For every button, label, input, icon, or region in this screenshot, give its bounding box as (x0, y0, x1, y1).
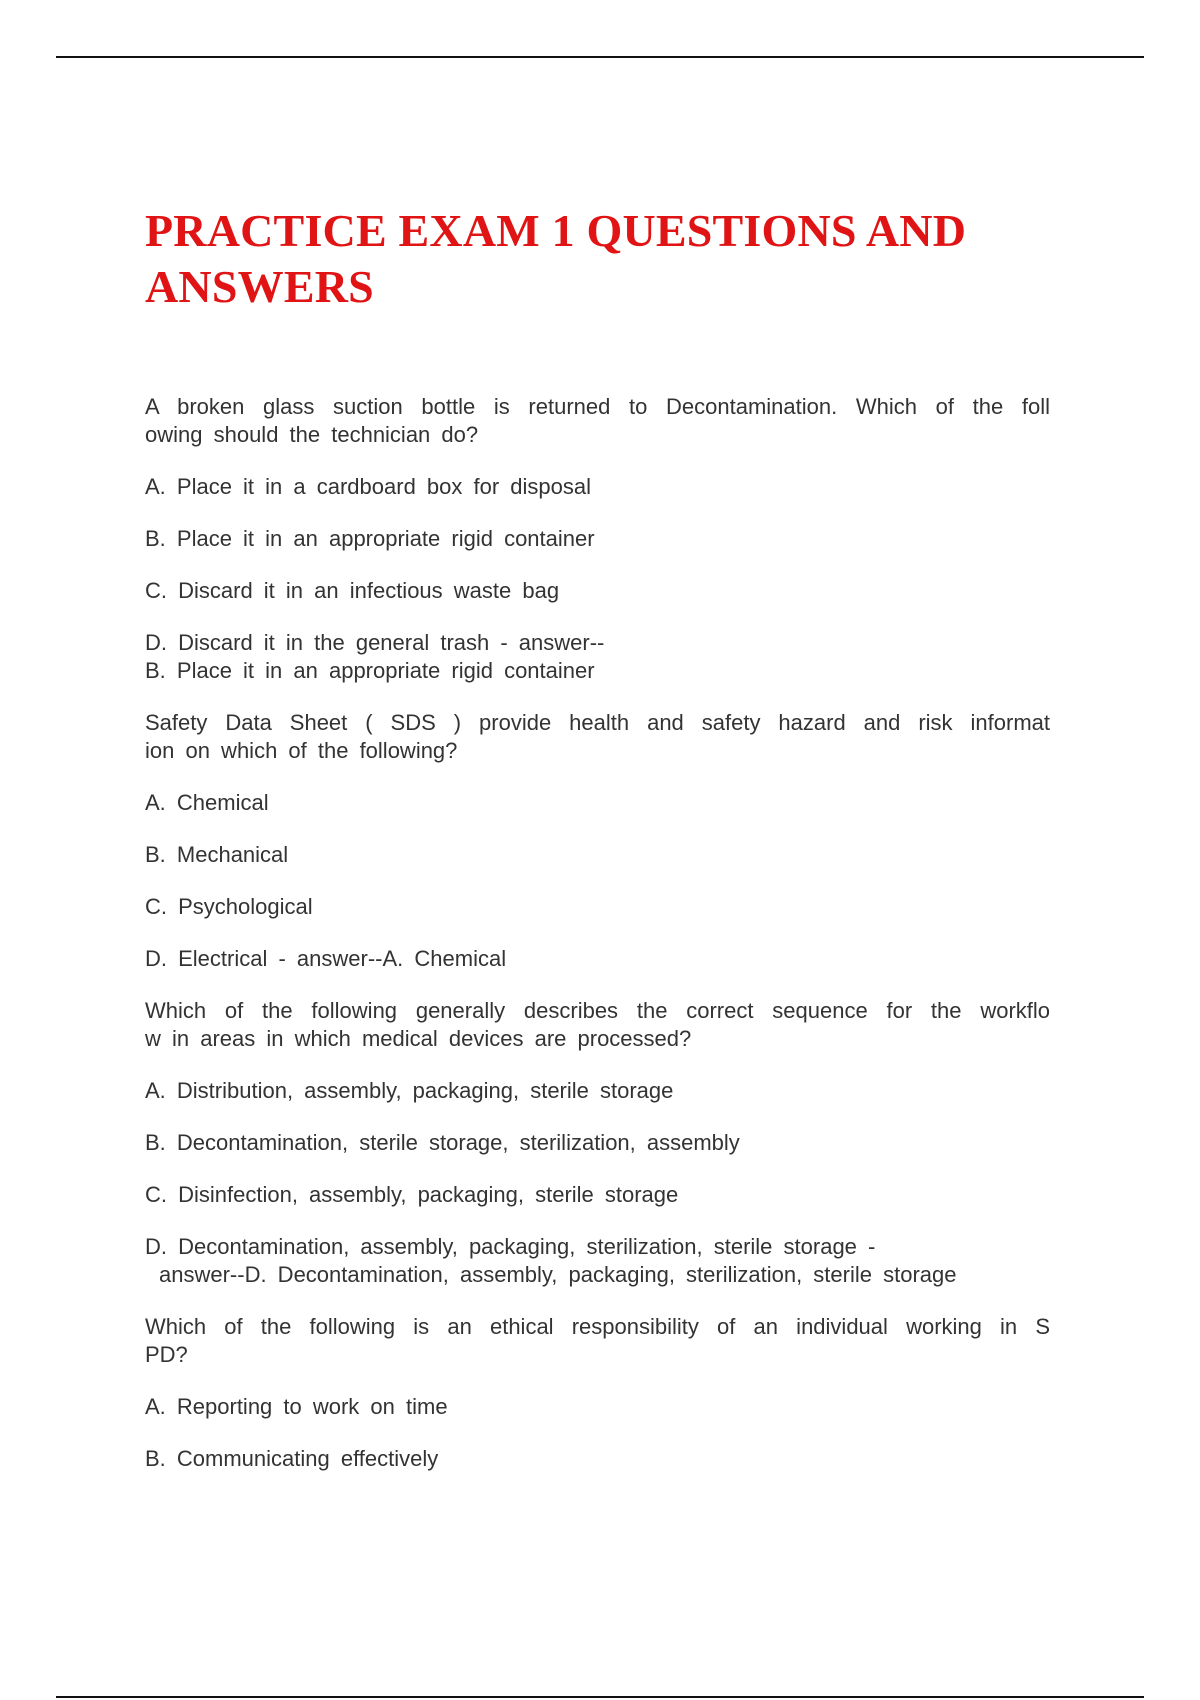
question-line: owing should the technician do? (145, 422, 479, 447)
question-list (145, 393, 1050, 1497)
bottom-rule (56, 1696, 1144, 1698)
question-line: PD? (145, 1342, 188, 1367)
top-rule (56, 56, 1144, 58)
question-line: w in areas in which medical devices are processed? (145, 1026, 692, 1051)
answer-option: B. Communicating effectively (145, 1446, 439, 1471)
answer-option: C. Discard it in an infectious waste bag (145, 578, 560, 603)
question-line: A broken glass suction bottle is returned to Decontamination. Which of the foll (145, 394, 1050, 419)
title-line-2: ANSWERS (145, 261, 374, 312)
answer-option: B. Place it in an appropriate rigid container (145, 526, 595, 551)
answer-option-with-answer: D. Discard it in the general trash - answer-- B. Place it in an appropriate rigid container (145, 630, 605, 683)
answer-option: C. Psychological (145, 894, 313, 919)
answer-option: B. Decontamination, sterile storage, sterilization, assembly (145, 1130, 740, 1155)
answer-option: A. Place it in a cardboard box for disposal (145, 474, 592, 499)
question-3-text (145, 997, 1050, 1053)
answer-option: A. Reporting to work on time (145, 1394, 448, 1419)
answer-option-with-answer: D. Electrical - answer--A. Chemical (145, 946, 507, 971)
answer-option: C. Disinfection, assembly, packaging, sterile storage (145, 1182, 679, 1207)
title-line-1: PRACTICE EXAM 1 QUESTIONS AND (145, 205, 967, 256)
question-line: Which of the following is an ethical responsibility of an individual working in S (145, 1314, 1050, 1339)
question-4-text (145, 1313, 1050, 1369)
question-line: ion on which of the following? (145, 738, 458, 763)
answer-option: A. Chemical (145, 790, 269, 815)
question-line: Safety Data Sheet ( SDS ) provide health and safety hazard and risk informat (145, 710, 1050, 735)
question-1-text (145, 393, 1050, 449)
question-line: Which of the following generally describes the correct sequence for the workflo (145, 998, 1050, 1023)
answer-option: B. Mechanical (145, 842, 289, 867)
question-2-text (145, 709, 1050, 765)
page-title (145, 203, 1065, 315)
answer-option: A. Distribution, assembly, packaging, sterile storage (145, 1078, 674, 1103)
answer-option-with-answer: D. Decontamination, assembly, packaging, sterilization, sterile storage - answer--D. Decontamination, assembly, packaging, sterilization, sterile storage (145, 1234, 957, 1287)
